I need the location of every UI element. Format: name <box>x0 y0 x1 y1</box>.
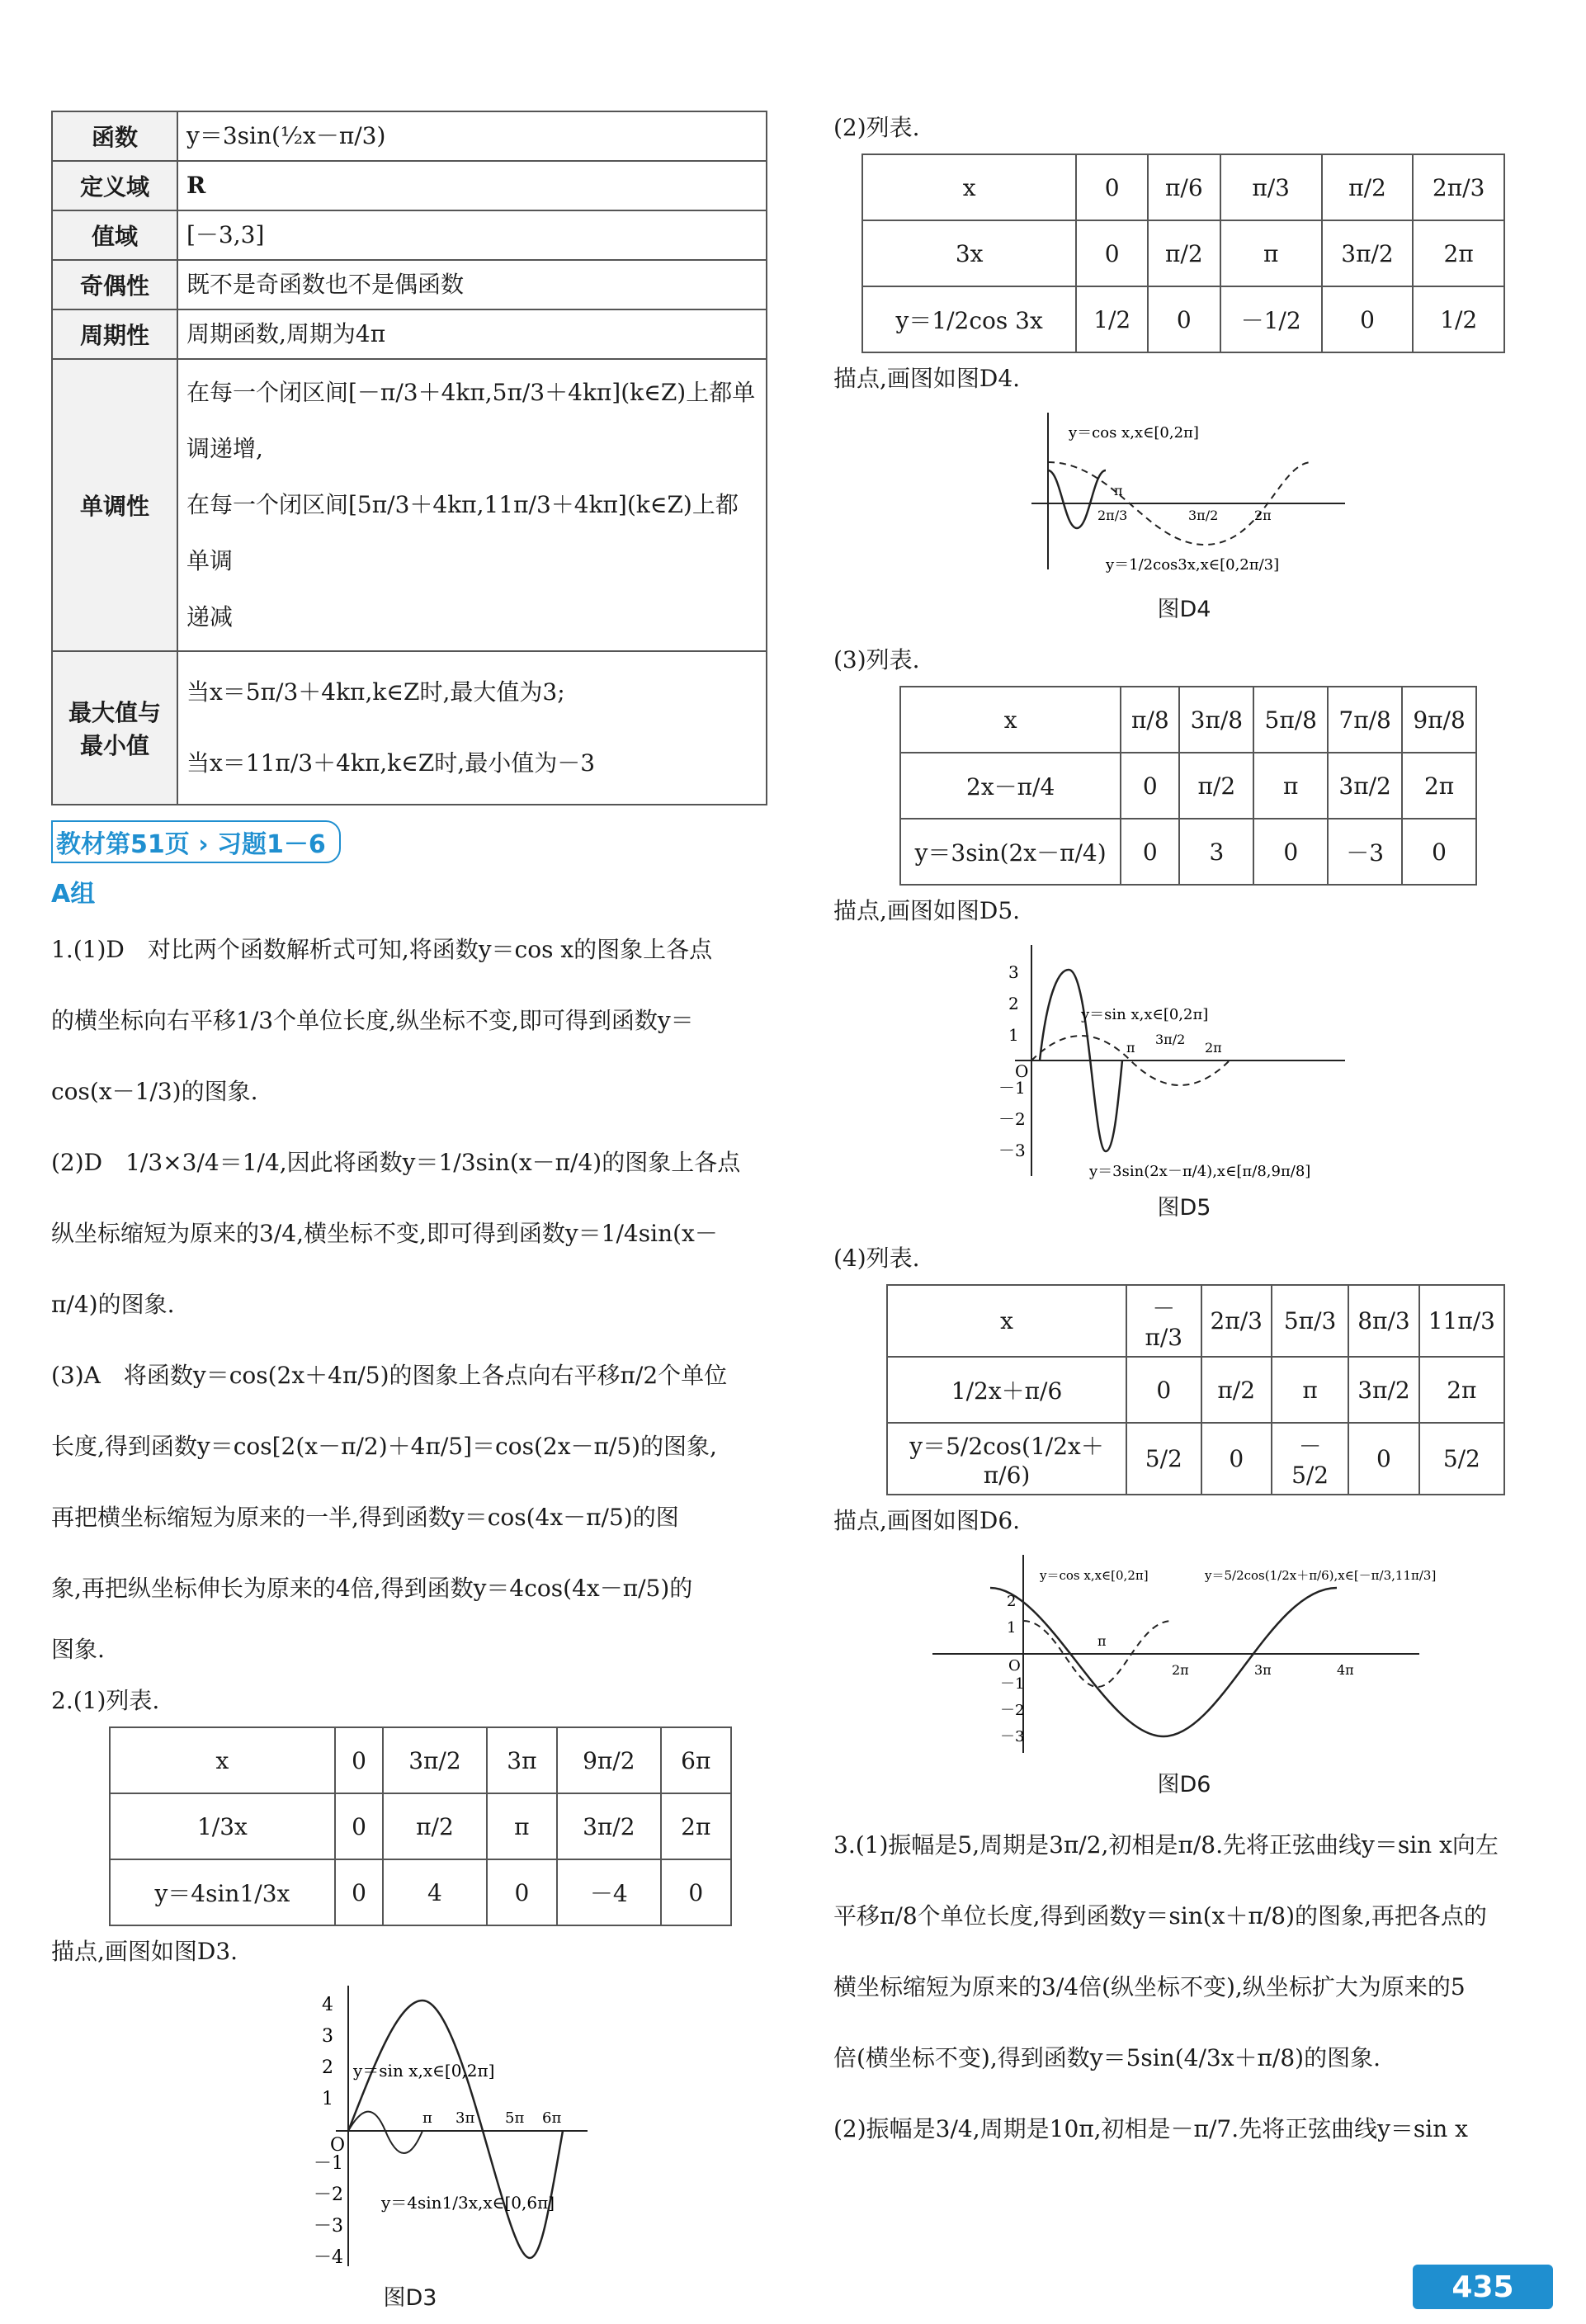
text-line: (2)振幅是3/4,周期是10π,初相是－π/7.先将正弦曲线y＝sin x <box>833 2115 1468 2142</box>
text-line: 长度,得到函数y＝cos[2(x－π/2)＋4π/5]＝cos(2x－π/5)的图象, <box>51 1433 717 1460</box>
text-line: 横坐标缩短为原来的3/4倍(纵坐标不变),纵坐标扩大为原来的5 <box>833 1973 1466 2000</box>
cell: π/3 <box>1220 154 1322 220</box>
text-line: 再把横坐标缩短为原来的一半,得到函数y＝cos(4x－π/5)的图 <box>51 1504 679 1531</box>
value-table-d6 <box>886 1284 1505 1495</box>
cell: 6π <box>661 1727 731 1793</box>
cell: 0 <box>335 1859 383 1925</box>
cell: 0 <box>1148 286 1220 352</box>
value-table-d4 <box>861 154 1505 353</box>
cell: 0 <box>335 1793 383 1859</box>
draw-note: 描点,画图如图D3. <box>51 1938 238 1965</box>
text-line: 纵坐标缩短为原来的3/4,横坐标不变,即可得到函数y＝1/4sin(x－ <box>51 1220 718 1247</box>
cell: 9π/2 <box>557 1727 660 1793</box>
cell: 0 <box>1402 819 1476 885</box>
curve-label: y＝5/2cos(1/2x＋π/6),x∈[－π/3,11π/3] <box>1205 1568 1436 1583</box>
cell: π/2 <box>1148 220 1220 286</box>
cell: π <box>487 1793 557 1859</box>
cell: 7π/8 <box>1328 687 1402 753</box>
cell: 2π/3 <box>1413 154 1504 220</box>
curve-label: y＝3sin(2x－π/4),x∈[π/8,9π/8] <box>1089 1163 1311 1180</box>
cell: π/2 <box>1322 154 1414 220</box>
tick-label: O <box>1008 1657 1021 1675</box>
left-column <box>51 0 769 2323</box>
figure-caption: 图D4 <box>1157 597 1211 622</box>
cell: 3π/2 <box>1322 220 1414 286</box>
tick-label: －1 <box>1000 1675 1025 1693</box>
cell: 3π <box>487 1727 557 1793</box>
draw-note: 描点,画图如图D4. <box>833 365 1021 392</box>
text-line: (3)A 将函数y＝cos(2x＋4π/5)的图象上各点向右平移π/2个单位 <box>51 1362 728 1389</box>
cell: π <box>1220 220 1322 286</box>
prop-value: 周期函数,周期为4π <box>177 309 767 359</box>
curve-label: y＝cos x,x∈[0,2π] <box>1069 424 1199 442</box>
cell: π/8 <box>1121 687 1179 753</box>
cell: 0 <box>1201 1423 1272 1495</box>
figure-d3 <box>257 1977 604 2274</box>
cell: 3π/2 <box>557 1793 660 1859</box>
cell: π/2 <box>383 1793 486 1859</box>
value-table-d5 <box>899 686 1477 886</box>
text-line: 图象. <box>51 1636 105 1663</box>
tick-label: －1 <box>998 1078 1026 1098</box>
cell: 11π/3 <box>1419 1285 1504 1357</box>
cell: 3π/2 <box>383 1727 486 1793</box>
tick-label: π <box>1114 483 1123 498</box>
cell: 5/2 <box>1126 1423 1201 1495</box>
cell: π/2 <box>1179 753 1253 819</box>
cell: 2π <box>1413 220 1504 286</box>
curve-4sin-x3 <box>348 2000 563 2258</box>
cell: 1/3x <box>110 1793 335 1859</box>
tick-label: 2 <box>322 2057 333 2078</box>
cell: 3 <box>1179 819 1253 885</box>
cell: －4 <box>557 1859 660 1925</box>
tick-label: 1 <box>1007 1619 1017 1637</box>
cell: x <box>110 1727 335 1793</box>
tick-label: 3π <box>1254 1662 1272 1678</box>
property-table <box>51 111 767 805</box>
tick-label: 3π/2 <box>1155 1032 1186 1047</box>
cell: 0 <box>1348 1423 1418 1495</box>
tick-label: 4 <box>322 1995 333 2015</box>
tick-label: 2π <box>1254 508 1272 523</box>
tick-label: 1 <box>1008 1025 1019 1045</box>
prop-value: R <box>177 161 767 210</box>
figure-d4 <box>1015 404 1362 586</box>
tick-label: 2 <box>1007 1593 1017 1610</box>
cell: x <box>887 1285 1126 1357</box>
cell: π <box>1253 753 1328 819</box>
text-line: π/4)的图象. <box>51 1291 175 1318</box>
curve-label: y＝4sin1/3x,x∈[0,6π] <box>381 2193 555 2213</box>
text-line: 倍(横坐标不变),得到函数y＝5sin(4/3x＋π/8)的图象. <box>833 2044 1381 2071</box>
curve-label: y＝1/2cos3x,x∈[0,2π/3] <box>1106 556 1280 574</box>
prop-line: 在每一个闭区间[5π/3＋4kπ,11π/3＋4kπ](k∈Z)上都单调 <box>186 491 739 574</box>
cell: －1/2 <box>1220 286 1322 352</box>
group-heading: A组 <box>51 880 96 909</box>
tick-label: 6π <box>542 2109 562 2127</box>
right-column <box>833 0 1535 2165</box>
curve-label: y＝sin x,x∈[0,2π] <box>353 2061 495 2081</box>
tick-label: 5π <box>505 2109 525 2127</box>
tick-label: O <box>330 2135 346 2156</box>
cell: 0 <box>1322 286 1414 352</box>
prop-key: 奇偶性 <box>52 260 177 309</box>
text-line: 1.(1)D 对比两个函数解析式可知,将函数y＝cos x的图象上各点 <box>51 936 713 963</box>
tick-label: 1 <box>322 2089 333 2109</box>
tick-label: 2π <box>1205 1040 1222 1056</box>
prop-key: 单调性 <box>52 359 177 651</box>
cell: 0 <box>1126 1357 1201 1423</box>
tick-label: －4 <box>314 2247 343 2268</box>
tick-label: 3π/2 <box>1188 508 1219 523</box>
text-line: 3.(1)振幅是5,周期是3π/2,初相是π/8.先将正弦曲线y＝sin x向左 <box>833 1831 1499 1859</box>
part-heading: (3)列表. <box>833 646 920 673</box>
cell: 2x－π/4 <box>900 753 1121 819</box>
prop-key: 函数 <box>52 111 177 161</box>
part-heading: (2)列表. <box>833 114 920 141</box>
cell: 1/2x＋π/6 <box>887 1357 1126 1423</box>
figure-d5 <box>998 937 1362 1184</box>
cell: y＝3sin(2x－π/4) <box>900 819 1121 885</box>
figure-caption: 图D3 <box>383 2285 437 2311</box>
prop-key: 最大值与 <box>68 699 161 726</box>
cell: 3x <box>862 220 1076 286</box>
text-line: 象,再把纵坐标伸长为原来的4倍,得到函数y＝4cos(4x－π/5)的 <box>51 1575 693 1602</box>
question-2-heading: 2.(1)列表. <box>51 1687 160 1714</box>
cell: 5π/3 <box>1272 1285 1348 1357</box>
cell: －5/2 <box>1272 1423 1348 1495</box>
tick-label: －2 <box>1000 1702 1025 1719</box>
cell: 2π/3 <box>1201 1285 1272 1357</box>
cell: y＝5/2cos(1/2x＋π/6) <box>887 1423 1126 1495</box>
prop-key: 最小值 <box>79 732 149 759</box>
cell: －π/3 <box>1126 1285 1201 1357</box>
prop-key: 定义域 <box>52 161 177 210</box>
cell: 2π <box>1402 753 1476 819</box>
draw-note: 描点,画图如图D5. <box>833 897 1021 924</box>
text-line: 的横坐标向右平移1/3个单位长度,纵坐标不变,即可得到函数y＝ <box>51 1007 694 1034</box>
curve-sin-x <box>348 2112 422 2153</box>
tick-label: －2 <box>314 2185 343 2205</box>
cell: 5π/8 <box>1253 687 1328 753</box>
tick-label: π <box>1126 1040 1135 1056</box>
cell: 0 <box>335 1727 383 1793</box>
cell: 9π/8 <box>1402 687 1476 753</box>
tick-label: 2π/3 <box>1097 508 1128 523</box>
tick-label: 4π <box>1337 1662 1354 1678</box>
curve-label: y＝cos x,x∈[0,2π] <box>1040 1568 1149 1583</box>
figure-caption: 图D6 <box>1157 1772 1211 1797</box>
page-number: 435 <box>1413 2265 1553 2309</box>
prop-value: 既不是奇函数也不是偶函数 <box>177 260 767 309</box>
curve-label: y＝sin x,x∈[0,2π] <box>1081 1006 1209 1023</box>
tick-label: π <box>422 2109 432 2127</box>
question-1 <box>51 914 769 1675</box>
tick-label: 3 <box>1008 962 1019 982</box>
prop-line: 当x＝11π/3＋4kπ,k∈Z时,最小值为－3 <box>186 749 596 777</box>
cell: 0 <box>1121 819 1179 885</box>
cell: 8π/3 <box>1348 1285 1418 1357</box>
tick-label: 3 <box>322 2026 333 2047</box>
prop-line: 在每一个闭区间[－π/3＋4kπ,5π/3＋4kπ](k∈Z)上都单 <box>186 379 756 406</box>
tick-label: －3 <box>1000 1728 1025 1745</box>
cell: 2π <box>1419 1357 1504 1423</box>
prop-line: 当x＝5π/3＋4kπ,k∈Z时,最大值为3; <box>186 678 565 706</box>
figure-caption: 图D5 <box>1157 1195 1211 1221</box>
tick-label: 3π <box>456 2109 475 2127</box>
tick-label: －3 <box>314 2216 343 2237</box>
cell: －3 <box>1328 819 1402 885</box>
prop-line: 递减 <box>186 603 234 631</box>
cell: 3π/2 <box>1328 753 1402 819</box>
prop-key: 值域 <box>52 210 177 260</box>
tick-label: －1 <box>314 2153 343 2174</box>
tick-label: O <box>1015 1061 1029 1081</box>
cell: 1/2 <box>1413 286 1504 352</box>
cell: 2π <box>661 1793 731 1859</box>
part-heading: (4)列表. <box>833 1245 920 1272</box>
cell: 4 <box>383 1859 486 1925</box>
draw-note: 描点,画图如图D6. <box>833 1507 1021 1534</box>
text-line: (2)D 1/3×3/4＝1/4,因此将函数y＝1/3sin(x－π/4)的图象上各点 <box>51 1149 741 1176</box>
prop-line: 调递增, <box>186 435 263 462</box>
text-line: 平移π/8个单位长度,得到函数y＝sin(x＋π/8)的图象,再把各点的 <box>833 1902 1487 1930</box>
tick-label: －3 <box>998 1141 1026 1160</box>
cell: 0 <box>1121 753 1179 819</box>
cell: π/2 <box>1201 1357 1272 1423</box>
cell: π/6 <box>1148 154 1220 220</box>
value-table-d3 <box>109 1726 732 1926</box>
cell: 0 <box>661 1859 731 1925</box>
prop-value: [－3,3] <box>177 210 767 260</box>
cell: 5/2 <box>1419 1423 1504 1495</box>
prop-key: 周期性 <box>52 309 177 359</box>
cell: 0 <box>487 1859 557 1925</box>
section-tag: 教材第51页 › 习题1－6 <box>51 820 341 863</box>
cell: 3π/2 <box>1348 1357 1418 1423</box>
cell: 0 <box>1253 819 1328 885</box>
cell: π <box>1272 1357 1348 1423</box>
cell: x <box>900 687 1121 753</box>
figure-d6 <box>924 1547 1436 1761</box>
tick-label: 2 <box>1008 994 1019 1013</box>
tick-label: －2 <box>998 1109 1026 1129</box>
tick-label: π <box>1097 1633 1107 1649</box>
tick-label: 2π <box>1172 1662 1189 1678</box>
cell: 0 <box>1076 220 1148 286</box>
cell: y＝1/2cos 3x <box>862 286 1076 352</box>
question-3 <box>833 1810 1535 2165</box>
text-line: cos(x－1/3)的图象. <box>51 1078 258 1105</box>
cell: 3π/8 <box>1179 687 1253 753</box>
cell: 0 <box>1076 154 1148 220</box>
cell: 1/2 <box>1076 286 1148 352</box>
cell: y＝4sin1/3x <box>110 1859 335 1925</box>
prop-value: y＝3sin(½x－π/3) <box>177 111 767 161</box>
cell: x <box>862 154 1076 220</box>
curve-5-2cos <box>990 1588 1337 1736</box>
